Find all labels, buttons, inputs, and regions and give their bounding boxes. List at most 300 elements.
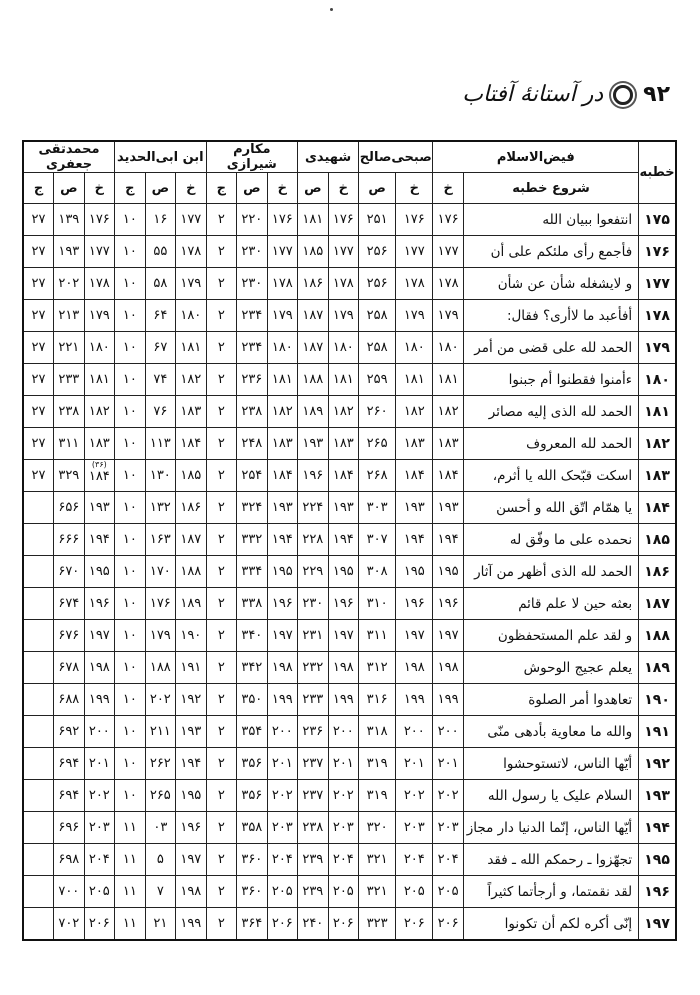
subhi-s-cell: ۳۱۹	[359, 780, 396, 812]
header-faiz: فیض‌الاسلام	[433, 141, 639, 173]
jafari-j-cell: ۲۷	[23, 364, 54, 396]
shahidi-kh-cell: ۱۷۹	[328, 300, 359, 332]
header-subhi: صبحی‌صالح	[359, 141, 433, 173]
jafari-s-cell: ۶۷۶	[54, 620, 85, 652]
jafari-j-cell: ۲۷	[23, 396, 54, 428]
khutba-number-cell: ۱۸۹	[639, 652, 676, 684]
subhi-kh-cell: ۲۰۳	[396, 812, 433, 844]
start-text-cell: إنّی أکره لکم أن تکونوا	[463, 908, 638, 941]
table-row	[23, 428, 676, 460]
table-row	[23, 268, 676, 300]
ibn-j-cell: ۱۰	[115, 300, 146, 332]
ibn-j-cell: ۱۰	[115, 684, 146, 716]
ibn-j-cell: ۱۰	[115, 556, 146, 588]
shahidi-kh-cell: ۱۸۱	[328, 364, 359, 396]
makarem-kh-cell: ۲۰۴	[267, 844, 298, 876]
table-row	[23, 844, 676, 876]
makarem-s-cell: ۳۶۴	[237, 908, 268, 941]
subhi-s-cell: ۳۱۸	[359, 716, 396, 748]
ibn-kh-cell: ۱۷۸	[176, 236, 207, 268]
shahidi-s-cell: ۲۳۲	[298, 652, 329, 684]
subhi-s-cell: ۲۵۶	[359, 268, 396, 300]
makarem-j-cell: ۲	[206, 460, 237, 492]
ibn-s-cell: ۷۴	[145, 364, 176, 396]
ibn-s-cell: ۱۳۰	[145, 460, 176, 492]
faiz-kh-cell: ۱۷۸	[433, 268, 464, 300]
khutba-number-cell: ۱۷۵	[639, 204, 676, 236]
makarem-j-cell: ۲	[206, 876, 237, 908]
subhi-s-cell: ۲۶۸	[359, 460, 396, 492]
khutba-number-cell: ۱۹۱	[639, 716, 676, 748]
start-text-cell: الحمد لله الذی إلیه مصائر	[463, 396, 638, 428]
subhi-s-cell: ۲۶۵	[359, 428, 396, 460]
subhi-s-cell: ۳۱۰	[359, 588, 396, 620]
makarem-j-cell: ۲	[206, 716, 237, 748]
ibn-kh-cell: ۱۹۳	[176, 716, 207, 748]
shahidi-kh-cell: ۱۹۳	[328, 492, 359, 524]
jafari-j-cell: ۲۷	[23, 428, 54, 460]
jafari-j-cell	[23, 620, 54, 652]
ibn-kh-cell: ۱۹۱	[176, 652, 207, 684]
makarem-kh-cell: ۱۸۱	[267, 364, 298, 396]
faiz-kh-cell: ۱۷۷	[433, 236, 464, 268]
table-row	[23, 556, 676, 588]
subhi-s-cell: ۲۵۱	[359, 204, 396, 236]
shahidi-kh-cell: ۱۷۸	[328, 268, 359, 300]
shahidi-kh-cell: ۱۸۴	[328, 460, 359, 492]
sub-s: ص	[237, 173, 268, 204]
makarem-kh-cell: ۱۹۴	[267, 524, 298, 556]
faiz-kh-cell: ۲۰۱	[433, 748, 464, 780]
ibn-j-cell: ۱۰	[115, 492, 146, 524]
faiz-kh-cell: ۲۰۳	[433, 812, 464, 844]
jafari-kh-cell: ۱۹۶	[84, 588, 115, 620]
makarem-j-cell: ۲	[206, 908, 237, 941]
jafari-s-cell: ۶۹۸	[54, 844, 85, 876]
ibn-s-cell: ۱۷۹	[145, 620, 176, 652]
faiz-kh-cell: ۲۰۵	[433, 876, 464, 908]
shahidi-kh-cell: ۲۰۴	[328, 844, 359, 876]
khutba-number-cell: ۱۹۳	[639, 780, 676, 812]
subhi-s-cell: ۳۰۷	[359, 524, 396, 556]
makarem-kh-cell: ۱۷۹	[267, 300, 298, 332]
shahidi-s-cell: ۲۳۹	[298, 876, 329, 908]
faiz-kh-cell: ۱۹۵	[433, 556, 464, 588]
jafari-j-cell	[23, 716, 54, 748]
jafari-kh-cell: ۱۸۲	[84, 396, 115, 428]
khutba-number-cell: ۱۹۶	[639, 876, 676, 908]
khutba-number-cell: ۱۸۲	[639, 428, 676, 460]
jafari-kh-cell: (۳۶) ۱۸۴	[84, 460, 115, 492]
jafari-kh-cell: ۱۹۴	[84, 524, 115, 556]
shahidi-s-cell: ۲۳۰	[298, 588, 329, 620]
table-row	[23, 364, 676, 396]
start-text-cell: فأجمع رأی ملئکم علی أن	[463, 236, 638, 268]
makarem-s-cell: ۳۳۴	[237, 556, 268, 588]
jafari-s-cell: ۲۳۸	[54, 396, 85, 428]
ibn-kh-cell: ۱۸۹	[176, 588, 207, 620]
jafari-j-cell: ۲۷	[23, 300, 54, 332]
jafari-j-cell: ۲۷	[23, 236, 54, 268]
subhi-s-cell: ۳۲۱	[359, 876, 396, 908]
shahidi-kh-cell: ۲۰۵	[328, 876, 359, 908]
khutba-number-cell: ۱۹۲	[639, 748, 676, 780]
shahidi-s-cell: ۲۳۷	[298, 780, 329, 812]
shahidi-s-cell: ۲۳۶	[298, 716, 329, 748]
ibn-j-cell: ۱۰	[115, 236, 146, 268]
start-text-cell: السلام علیک یا رسول الله	[463, 780, 638, 812]
ibn-kh-cell: ۱۸۶	[176, 492, 207, 524]
start-text-cell: بعثه حین لا علم قائم	[463, 588, 638, 620]
subhi-kh-cell: ۲۰۱	[396, 748, 433, 780]
ibn-s-cell: ۲۶۵	[145, 780, 176, 812]
makarem-kh-cell: ۱۸۴	[267, 460, 298, 492]
jafari-j-cell	[23, 492, 54, 524]
sub-j: ج	[115, 173, 146, 204]
running-title: در آستانهٔ آفتاب	[462, 82, 604, 107]
makarem-s-cell: ۲۵۴	[237, 460, 268, 492]
ibn-s-cell: ۱۷۰	[145, 556, 176, 588]
ibn-kh-cell: ۱۸۱	[176, 332, 207, 364]
shahidi-kh-cell: ۲۰۶	[328, 908, 359, 941]
sub-kh: خ	[328, 173, 359, 204]
jafari-kh-cell: ۱۸۱	[84, 364, 115, 396]
shahidi-s-cell: ۲۳۳	[298, 684, 329, 716]
ibn-j-cell: ۱۰	[115, 652, 146, 684]
table-row	[23, 684, 676, 716]
ibn-j-cell: ۱۰	[115, 204, 146, 236]
jafari-j-cell	[23, 876, 54, 908]
table-row	[23, 204, 676, 236]
jafari-s-cell: ۶۷۸	[54, 652, 85, 684]
shahidi-kh-cell: ۲۰۳	[328, 812, 359, 844]
subhi-kh-cell: ۱۸۰	[396, 332, 433, 364]
jafari-s-cell: ۶۷۴	[54, 588, 85, 620]
start-text-cell: یا همّام اتّق الله و أحسن	[463, 492, 638, 524]
makarem-j-cell: ۲	[206, 620, 237, 652]
khutba-number-cell: ۱۸۱	[639, 396, 676, 428]
ibn-s-cell: ۱۸۸	[145, 652, 176, 684]
faiz-kh-cell: ۱۸۱	[433, 364, 464, 396]
table-row	[23, 460, 676, 492]
jafari-kh-cell: ۲۰۰	[84, 716, 115, 748]
jafari-s-cell: ۱۹۳	[54, 236, 85, 268]
jafari-j-cell	[23, 684, 54, 716]
start-text-cell: الحمد لله المعروف	[463, 428, 638, 460]
shahidi-kh-cell: ۱۹۵	[328, 556, 359, 588]
subhi-s-cell: ۳۰۳	[359, 492, 396, 524]
ibn-j-cell: ۱۰	[115, 620, 146, 652]
faiz-kh-cell: ۱۹۶	[433, 588, 464, 620]
jafari-s-cell: ۲۲۱	[54, 332, 85, 364]
jafari-s-cell: ۶۹۴	[54, 780, 85, 812]
subhi-kh-cell: ۱۸۲	[396, 396, 433, 428]
jafari-kh-cell: ۲۰۲	[84, 780, 115, 812]
header-jafari: محمدتقی جعفری	[23, 141, 115, 173]
ibn-s-cell: ۶۴	[145, 300, 176, 332]
khutba-number-cell: ۱۹۴	[639, 812, 676, 844]
subhi-kh-cell: ۱۷۹	[396, 300, 433, 332]
subhi-kh-cell: ۱۷۸	[396, 268, 433, 300]
makarem-j-cell: ۲	[206, 748, 237, 780]
jafari-kh-cell: ۱۷۶	[84, 204, 115, 236]
jafari-j-cell	[23, 908, 54, 941]
header-shahidi: شهیدی	[298, 141, 359, 173]
sub-kh: خ	[396, 173, 433, 204]
jafari-kh-cell: ۲۰۵	[84, 876, 115, 908]
makarem-j-cell: ۲	[206, 364, 237, 396]
subhi-s-cell: ۳۱۲	[359, 652, 396, 684]
makarem-s-cell: ۳۴۲	[237, 652, 268, 684]
khutba-number-cell: ۱۷۹	[639, 332, 676, 364]
jafari-s-cell: ۲۳۳	[54, 364, 85, 396]
header-khutba: خطبه	[639, 141, 676, 204]
subhi-kh-cell: ۱۹۷	[396, 620, 433, 652]
sub-s: ص	[359, 173, 396, 204]
ibn-s-cell: ۱۷۶	[145, 588, 176, 620]
table-row	[23, 780, 676, 812]
faiz-kh-cell: ۱۹۷	[433, 620, 464, 652]
ibn-s-cell: ۱۶	[145, 204, 176, 236]
ibn-j-cell: ۱۰	[115, 716, 146, 748]
jafari-s-cell: ۷۰۰	[54, 876, 85, 908]
sub-s: ص	[145, 173, 176, 204]
shahidi-s-cell: ۲۲۹	[298, 556, 329, 588]
subhi-s-cell: ۲۵۸	[359, 332, 396, 364]
page-header	[462, 82, 670, 107]
makarem-s-cell: ۲۳۸	[237, 396, 268, 428]
subhi-kh-cell: ۱۹۸	[396, 652, 433, 684]
khutba-number-cell: ۱۸۰	[639, 364, 676, 396]
start-text-cell: و لقد علم المستحفظون	[463, 620, 638, 652]
ibn-kh-cell: ۱۹۷	[176, 844, 207, 876]
makarem-s-cell: ۲۳۴	[237, 300, 268, 332]
makarem-j-cell: ۲	[206, 684, 237, 716]
shahidi-kh-cell: ۱۹۹	[328, 684, 359, 716]
start-text-cell: أفأعبد ما لاأری؟ فقال:	[463, 300, 638, 332]
table-row	[23, 236, 676, 268]
table-row	[23, 524, 676, 556]
shahidi-s-cell: ۲۲۸	[298, 524, 329, 556]
ibn-j-cell: ۱۰	[115, 780, 146, 812]
start-text-cell: لقد نقمتما، و أرجأتما کثیراً	[463, 876, 638, 908]
shahidi-s-cell: ۱۹۳	[298, 428, 329, 460]
start-text-cell: اسکت قبّحک الله یا أثرم،	[463, 460, 638, 492]
makarem-kh-cell: ۱۹۳	[267, 492, 298, 524]
jafari-s-cell: ۶۵۶	[54, 492, 85, 524]
shahidi-s-cell: ۱۸۷	[298, 300, 329, 332]
ibn-s-cell: ۲۱	[145, 908, 176, 941]
header-start: شروع خطبه	[463, 173, 638, 204]
jafari-j-cell	[23, 588, 54, 620]
shahidi-kh-cell: ۲۰۲	[328, 780, 359, 812]
makarem-j-cell: ۲	[206, 428, 237, 460]
table-row	[23, 300, 676, 332]
ibn-j-cell: ۱۰	[115, 268, 146, 300]
table-row	[23, 588, 676, 620]
jafari-kh-cell: ۱۸۳	[84, 428, 115, 460]
makarem-kh-cell: ۲۰۲	[267, 780, 298, 812]
makarem-s-cell: ۳۶۰	[237, 844, 268, 876]
makarem-s-cell: ۳۵۰	[237, 684, 268, 716]
makarem-j-cell: ۲	[206, 524, 237, 556]
ibn-kh-cell: ۱۸۸	[176, 556, 207, 588]
ibn-s-cell: ۷۶	[145, 396, 176, 428]
makarem-kh-cell: ۱۷۸	[267, 268, 298, 300]
ibn-j-cell: ۱۰	[115, 588, 146, 620]
table-row	[23, 716, 676, 748]
table-row	[23, 620, 676, 652]
jafari-kh-cell: ۱۷۹	[84, 300, 115, 332]
subhi-kh-cell: ۱۹۵	[396, 556, 433, 588]
subhi-kh-cell: ۱۸۴	[396, 460, 433, 492]
subhi-s-cell: ۳۰۸	[359, 556, 396, 588]
jafari-kh-cell: ۲۰۴	[84, 844, 115, 876]
ibn-kh-cell: ۱۹۲	[176, 684, 207, 716]
ibn-kh-cell: ۱۸۴	[176, 428, 207, 460]
jafari-j-cell	[23, 748, 54, 780]
ibn-s-cell: ۲۶۲	[145, 748, 176, 780]
ibn-s-cell: ۰۳	[145, 812, 176, 844]
khutba-number-cell: ۱۷۷	[639, 268, 676, 300]
subhi-kh-cell: ۲۰۵	[396, 876, 433, 908]
subhi-s-cell: ۲۵۶	[359, 236, 396, 268]
jafari-s-cell: ۶۹۴	[54, 748, 85, 780]
subhi-s-cell: ۳۱۱	[359, 620, 396, 652]
subhi-s-cell: ۲۶۰	[359, 396, 396, 428]
makarem-s-cell: ۳۳۸	[237, 588, 268, 620]
ibn-s-cell: ۱۶۳	[145, 524, 176, 556]
ibn-kh-cell: ۱۸۲	[176, 364, 207, 396]
header-row-groups	[23, 141, 676, 173]
makarem-j-cell: ۲	[206, 588, 237, 620]
subhi-kh-cell: ۲۰۰	[396, 716, 433, 748]
shahidi-kh-cell: ۱۹۸	[328, 652, 359, 684]
start-text-cell: نحمده علی ما وفّق له	[463, 524, 638, 556]
jafari-kh-cell: ۲۰۳	[84, 812, 115, 844]
jafari-kh-cell: ۱۷۸	[84, 268, 115, 300]
makarem-s-cell: ۲۲۰	[237, 204, 268, 236]
makarem-j-cell: ۲	[206, 396, 237, 428]
ibn-s-cell: ۱۱۳	[145, 428, 176, 460]
scan-speck	[330, 8, 333, 11]
ibn-s-cell: ۵۵	[145, 236, 176, 268]
khutba-number-cell: ۱۸۶	[639, 556, 676, 588]
makarem-s-cell: ۳۵۶	[237, 748, 268, 780]
makarem-j-cell: ۲	[206, 332, 237, 364]
makarem-s-cell: ۳۲۴	[237, 492, 268, 524]
sub-kh: خ	[84, 173, 115, 204]
start-text-cell: تعاهدوا أمر الصلوة	[463, 684, 638, 716]
faiz-kh-cell: ۲۰۰	[433, 716, 464, 748]
subhi-kh-cell: ۱۸۳	[396, 428, 433, 460]
makarem-s-cell: ۳۵۴	[237, 716, 268, 748]
makarem-j-cell: ۲	[206, 812, 237, 844]
shahidi-s-cell: ۱۸۹	[298, 396, 329, 428]
ibn-kh-cell: ۱۹۰	[176, 620, 207, 652]
makarem-s-cell: ۲۳۶	[237, 364, 268, 396]
shahidi-s-cell: ۲۴۰	[298, 908, 329, 941]
faiz-kh-cell: ۱۹۸	[433, 652, 464, 684]
shahidi-s-cell: ۲۳۸	[298, 812, 329, 844]
khutba-number-cell: ۱۸۳	[639, 460, 676, 492]
shahidi-s-cell: ۲۲۴	[298, 492, 329, 524]
ibn-j-cell: ۱۱	[115, 844, 146, 876]
jafari-s-cell: ۶۹۶	[54, 812, 85, 844]
faiz-kh-cell: ۱۸۲	[433, 396, 464, 428]
sun-ornament-icon	[613, 85, 633, 105]
subhi-kh-cell: ۲۰۲	[396, 780, 433, 812]
jafari-j-cell: ۲۷	[23, 204, 54, 236]
jafari-s-cell: ۷۰۲	[54, 908, 85, 941]
makarem-j-cell: ۲	[206, 300, 237, 332]
makarem-j-cell: ۲	[206, 844, 237, 876]
header-makarem: مکارم شیرازی	[206, 141, 298, 173]
start-text-cell: تجهّزوا ـ رحمکم الله ـ فقد	[463, 844, 638, 876]
makarem-j-cell: ۲	[206, 236, 237, 268]
ibn-kh-cell: ۱۷۹	[176, 268, 207, 300]
start-text-cell: الحمد لله الذی أظهر من آثار	[463, 556, 638, 588]
faiz-kh-cell: ۲۰۴	[433, 844, 464, 876]
shahidi-s-cell: ۱۸۸	[298, 364, 329, 396]
ibn-s-cell: ۱۳۲	[145, 492, 176, 524]
start-text-cell: أیّها الناس، لاتستوحشوا	[463, 748, 638, 780]
makarem-kh-cell: ۱۸۰	[267, 332, 298, 364]
khutba-number-cell: ۱۷۶	[639, 236, 676, 268]
sub-s: ص	[54, 173, 85, 204]
ibn-s-cell: ۷	[145, 876, 176, 908]
subhi-kh-cell: ۲۰۶	[396, 908, 433, 941]
khutba-number-cell: ۱۹۰	[639, 684, 676, 716]
ibn-kh-cell: ۱۸۳	[176, 396, 207, 428]
ibn-s-cell: ۶۷	[145, 332, 176, 364]
shahidi-kh-cell: ۱۷۶	[328, 204, 359, 236]
jafari-s-cell: ۶۹۲	[54, 716, 85, 748]
khutba-concordance-table	[22, 140, 677, 941]
subhi-kh-cell: ۲۰۴	[396, 844, 433, 876]
ibn-kh-cell: ۱۹۴	[176, 748, 207, 780]
subhi-kh-cell: ۱۷۷	[396, 236, 433, 268]
jafari-s-cell: ۲۱۳	[54, 300, 85, 332]
subhi-s-cell: ۳۲۰	[359, 812, 396, 844]
start-text-cell: یعلم عجیج الوحوش	[463, 652, 638, 684]
makarem-kh-cell: ۱۹۸	[267, 652, 298, 684]
shahidi-kh-cell: ۱۸۳	[328, 428, 359, 460]
jafari-kh-cell: ۱۹۷	[84, 620, 115, 652]
subhi-kh-cell: ۱۹۴	[396, 524, 433, 556]
makarem-kh-cell: ۲۰۵	[267, 876, 298, 908]
faiz-kh-cell: ۲۰۶	[433, 908, 464, 941]
shahidi-s-cell: ۱۸۶	[298, 268, 329, 300]
makarem-kh-cell: ۱۹۵	[267, 556, 298, 588]
shahidi-s-cell: ۲۳۱	[298, 620, 329, 652]
khutba-number-cell: ۱۸۴	[639, 492, 676, 524]
subhi-s-cell: ۳۲۱	[359, 844, 396, 876]
makarem-kh-cell: ۱۷۶	[267, 204, 298, 236]
ibn-kh-cell: ۱۸۵	[176, 460, 207, 492]
subhi-kh-cell: ۱۸۱	[396, 364, 433, 396]
subhi-s-cell: ۲۵۹	[359, 364, 396, 396]
subhi-kh-cell: ۱۷۶	[396, 204, 433, 236]
ibn-j-cell: ۱۰	[115, 524, 146, 556]
jafari-j-cell	[23, 652, 54, 684]
jafari-kh-cell: ۱۷۷	[84, 236, 115, 268]
jafari-j-cell	[23, 524, 54, 556]
jafari-kh-cell: ۱۹۵	[84, 556, 115, 588]
faiz-kh-cell: ۱۷۶	[433, 204, 464, 236]
start-text-cell: الحمد لله علی قضی من أمر	[463, 332, 638, 364]
ibn-j-cell: ۱۰	[115, 748, 146, 780]
